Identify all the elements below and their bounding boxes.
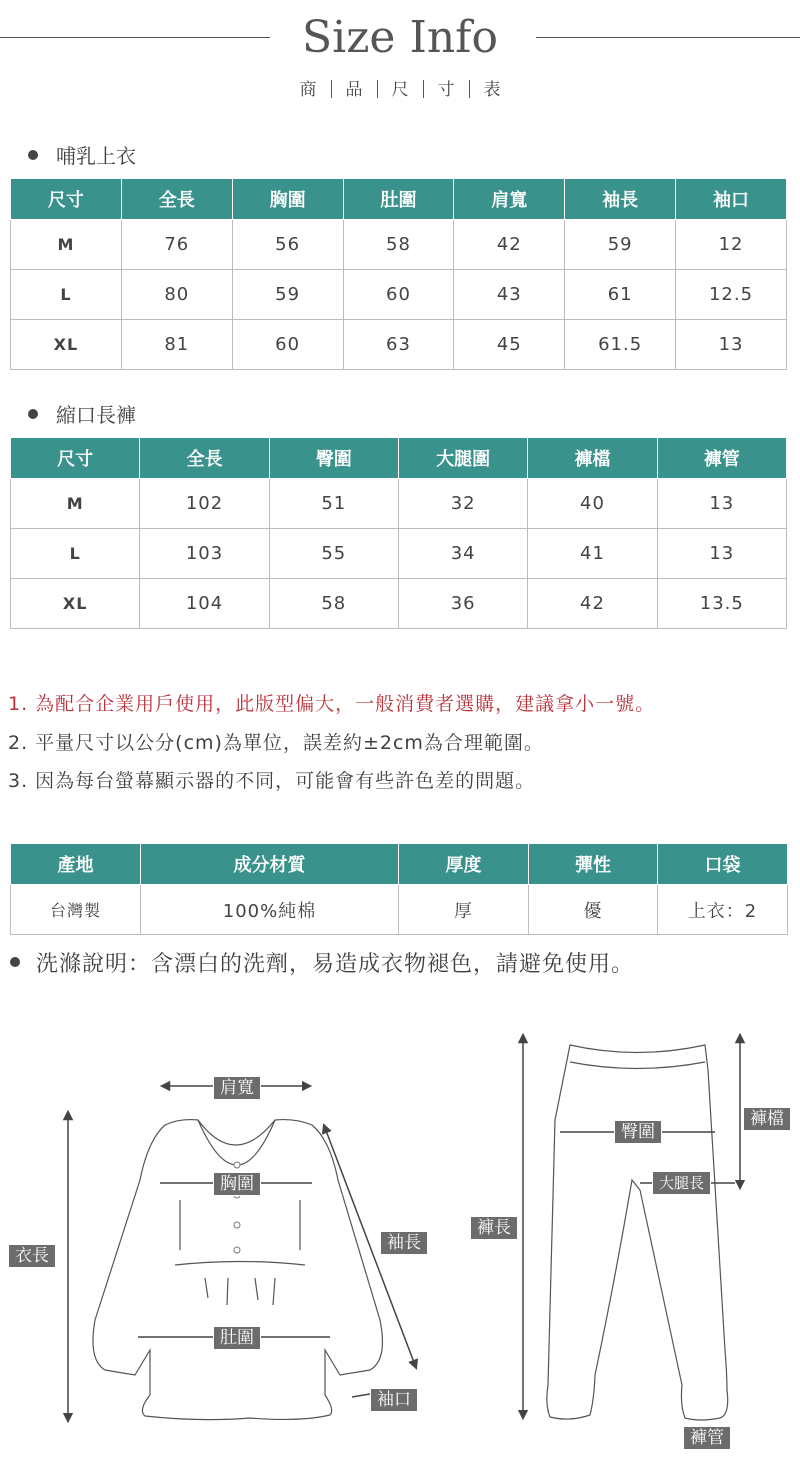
table-row: [11, 529, 787, 579]
table-cell: 13: [657, 479, 786, 529]
pants-size-table: [10, 437, 787, 629]
table-cell: 13.5: [657, 579, 786, 629]
col-header: 褲管: [657, 438, 786, 479]
note-2: 2. 平量尺寸以公分(cm)為單位，誤差約±2cm為合理範圍。: [8, 732, 544, 754]
table-cell: 台灣製: [11, 885, 141, 935]
label-shoulder: 肩寬: [213, 1076, 261, 1100]
top-size-table: [10, 178, 787, 370]
wash-instructions: [10, 950, 634, 980]
table-cell: XL: [11, 320, 122, 370]
col-header: 臀圍: [269, 438, 398, 479]
table-cell: 13: [657, 529, 786, 579]
table-row: [11, 479, 787, 529]
material-table: [10, 843, 788, 935]
col-header: 厚度: [399, 844, 529, 885]
table-cell: 55: [269, 529, 398, 579]
col-header: 袖長: [565, 179, 676, 220]
label-cuff: 袖口: [370, 1388, 418, 1412]
col-header: 肚圍: [343, 179, 454, 220]
subtitle-char: 品: [345, 80, 363, 100]
col-header: 產地: [11, 844, 141, 885]
top-section-heading: [28, 142, 136, 170]
measure-arrows: [68, 1038, 740, 1418]
subtitle-char: 尺: [391, 80, 409, 100]
bullet-icon: [10, 957, 20, 967]
table-cell: 61: [565, 270, 676, 320]
table-cell: 12: [676, 220, 787, 270]
table-cell: XL: [11, 579, 140, 629]
table-cell: 43: [454, 270, 565, 320]
table-cell: 60: [343, 270, 454, 320]
table-cell: 13: [676, 320, 787, 370]
col-header: 全長: [121, 179, 232, 220]
table-cell: 100%純棉: [141, 885, 399, 935]
table-cell: M: [11, 479, 140, 529]
col-header: 彈性: [529, 844, 658, 885]
table-header-row: [11, 844, 788, 885]
subtitle-char: 寸: [437, 80, 455, 100]
table-cell: 厚: [399, 885, 529, 935]
table-cell: 41: [528, 529, 657, 579]
table-cell: 40: [528, 479, 657, 529]
table-cell: 36: [398, 579, 527, 629]
col-header: 成分材質: [141, 844, 399, 885]
table-cell: 12.5: [676, 270, 787, 320]
table-cell: 58: [269, 579, 398, 629]
table-cell: 58: [343, 220, 454, 270]
label-crotch: 褲檔: [743, 1107, 791, 1131]
bullet-icon: [28, 150, 38, 160]
note-3: 3. 因為每台螢幕顯示器的不同，可能會有些許色差的問題。: [8, 770, 536, 792]
bullet-icon: [28, 409, 38, 419]
table-header-row: [11, 438, 787, 479]
table-cell: 優: [529, 885, 658, 935]
table-cell: L: [11, 529, 140, 579]
subtitle-char: 商: [299, 80, 317, 100]
pants-section-title: 縮口長褲: [56, 403, 136, 427]
col-header: 全長: [140, 438, 269, 479]
label-leg-opening: 褲管: [683, 1426, 731, 1450]
col-header: 口袋: [658, 844, 788, 885]
label-pants-length: 褲長: [470, 1216, 518, 1240]
subtitle-char: 表: [483, 80, 501, 100]
label-sleeve: 袖長: [380, 1231, 428, 1255]
table-cell: 59: [232, 270, 343, 320]
label-length: 衣長: [8, 1244, 56, 1268]
top-section-title: 哺乳上衣: [56, 144, 136, 168]
table-header-row: [11, 179, 787, 220]
table-cell: 上衣：2: [658, 885, 788, 935]
table-cell: 104: [140, 579, 269, 629]
table-cell: M: [11, 220, 122, 270]
table-cell: 34: [398, 529, 527, 579]
col-header: 大腿圍: [398, 438, 527, 479]
page-subtitle: [0, 78, 800, 102]
table-cell: 63: [343, 320, 454, 370]
table-cell: 103: [140, 529, 269, 579]
table-cell: 81: [121, 320, 232, 370]
table-cell: 42: [454, 220, 565, 270]
table-cell: 61.5: [565, 320, 676, 370]
table-cell: 32: [398, 479, 527, 529]
table-row: [11, 220, 787, 270]
table-cell: 102: [140, 479, 269, 529]
table-row: [11, 320, 787, 370]
col-header: 肩寬: [454, 179, 565, 220]
table-cell: L: [11, 270, 122, 320]
table-cell: 76: [121, 220, 232, 270]
page-title: Size Info: [302, 12, 498, 63]
pants-outline: [547, 1045, 728, 1420]
pants-section-heading: [28, 401, 136, 429]
label-thigh: 大腿長: [652, 1171, 711, 1195]
col-header: 尺寸: [11, 179, 122, 220]
note-1: 1. 為配合企業用戶使用，此版型偏大，一般消費者選購，建議拿小一號。: [8, 693, 656, 715]
col-header: 胸圍: [232, 179, 343, 220]
table-row: [11, 885, 788, 935]
col-header: 褲檔: [528, 438, 657, 479]
table-cell: 42: [528, 579, 657, 629]
table-row: [11, 579, 787, 629]
label-chest: 胸圍: [213, 1172, 261, 1196]
table-row: [11, 270, 787, 320]
wash-text: 洗滌說明：含漂白的洗劑，易造成衣物褪色，請避免使用。: [36, 952, 635, 977]
table-cell: 80: [121, 270, 232, 320]
label-belly: 肚圍: [213, 1326, 261, 1350]
col-header: 袖口: [676, 179, 787, 220]
col-header: 尺寸: [11, 438, 140, 479]
table-cell: 59: [565, 220, 676, 270]
table-cell: 45: [454, 320, 565, 370]
table-cell: 56: [232, 220, 343, 270]
table-cell: 51: [269, 479, 398, 529]
label-hip: 臀圍: [614, 1120, 662, 1144]
table-cell: 60: [232, 320, 343, 370]
